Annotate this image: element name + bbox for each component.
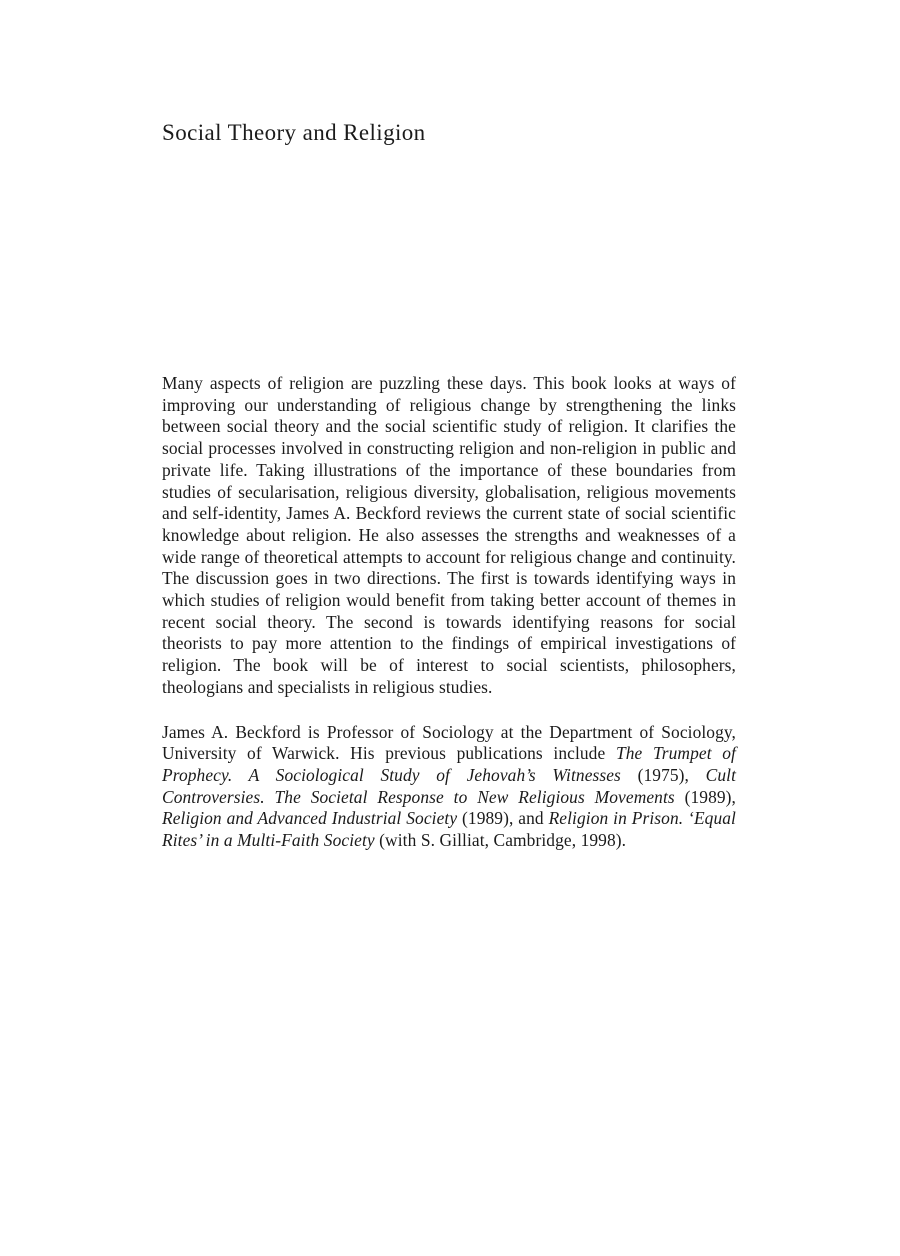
text-block [162,373,736,852]
blurb-paragraph: Many aspects of religion are puzzling these days. This book looks at ways of improving our understanding of religious change by strengthening the links between social theory and the social scientific study of religion. It clarifies the social processes involved in constructing religion and non-religion in public and private life. Taking illustrations of the importance of these boundaries from studies of secularisation, religious diversity, globalisation, religious movements and self-identity, James A. Beckford reviews the current state of social scientific knowledge about religion. He also assesses the strengths and weaknesses of a wide range of theoretical attempts to account for religious change and continuity. The discussion goes in two directions. The first is towards identifying ways in which studies of religion would benefit from taking better account of themes in recent social theory. The second is towards identifying reasons for social theorists to pay more attention to the findings of empirical investigations of religion. The book will be of interest to social scientists, philosophers, theologians and specialists in religious studies. [162,373,736,697]
author-bio-paragraph: James A. Beckford is Professor of Sociology at the Department of Sociology, University of Warwick. His previous publications include The Trumpet of Prophecy. A Sociological Study of Jehovah’s Witnesses (1975), Cult Controversies. The Societal Response to New Religious Movements (1989), Religion and Advanced Industrial Society (1989), and Religion in Prison. ‘Equal Rites’ in a Multi-Faith Society (with S. Gilliat, Cambridge, 1998). [162,721,737,851]
book-title: Social Theory and Religion [162,120,426,145]
